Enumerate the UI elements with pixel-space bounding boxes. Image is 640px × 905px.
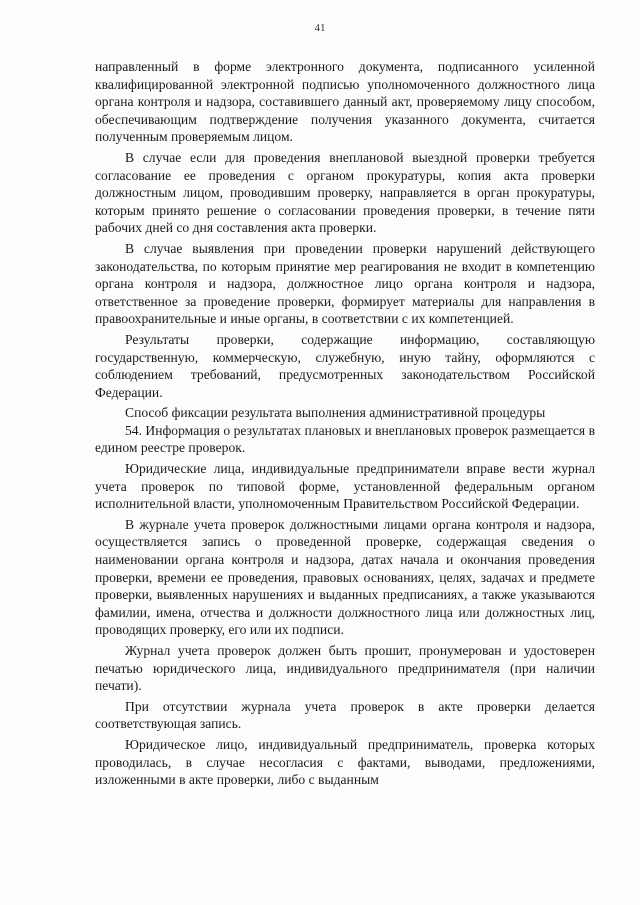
page-number: 41 [314,22,326,34]
paragraph-journal-stitched: Журнал учета проверок должен быть прошит, пронумерован и удостоверен печатью юридического лица, индивидуального предпринимателя (при наличии печати). [95,643,595,694]
paragraph-journal-absent: При отсутствии журнала учета проверок в акте проверки делается соответствующая запись. [95,698,595,732]
paragraph-prosecutor-approval: В случае если для проведения внеплановой выездной проверки требуется согласование ее проведения с органом прокуратуры, копия акта проверки должностным лицом, проводившим проверку, направляется в орган прокуратуры, которым принято решение о согласовании проведения проверки, в течение пяти рабочих дней со дня составления акта проверки. [95,149,595,236]
paragraph-journal-record: В журнале учета проверок должностными лицами органа контроля и надзора, осуществляется запись о проведенной проверке, содержащая сведения о наименовании органа контроля и надзора, датах начала и окончания проведения проверки, времени ее проведения, правовых основаниях, целях, задачах и предмете проверки, выявленных нарушениях и выданных предписаниях, а также указываются фамилии, имена, отчества и должности должностного лица или должностных лиц, проводящих проверку, его или их подписи. [95,516,595,638]
paragraph-continuation: направленный в форме электронного документа, подписанного усиленной квалифицированной электронной подписью уполномоченного должностного лица органа контроля и надзора, составившего данный акт, проверяемому лицу способом, обеспечивающим подтверждение получения указанного документа, считается полученным проверяемым лицом. [95,59,595,145]
paragraph-disagreement: Юридическое лицо, индивидуальный предприниматель, проверка которых проводилась, в случае несогласия с фактами, выводами, предложениями, изложенными в акте проверки, либо с выданным [95,736,595,788]
paragraph-fixation-heading: Способ фиксации результата выполнения административной процедуры [125,405,546,421]
document-body [95,58,595,789]
paragraph-54: 54. Информация о результатах плановых и внеплановых проверок размещается в едином реестре проверок. [95,422,595,456]
paragraph-violations: В случае выявления при проведении проверки нарушений действующего законодательства, по которым принятие мер реагирования не входит в компетенцию органа контроля и надзора, должностное лицо органа контроля и надзора, ответственное за проведение проверки, формирует материалы для направления в правоохранительные и иные органы, в соответствии с их компетенцией. [95,240,595,327]
paragraph-secret-info: Результаты проверки, содержащие информацию, составляющую государственную, коммерческую, служебную, иную тайну, оформляются с соблюдением требований, предусмотренных законодательством Российской Федерации. [95,331,595,400]
paragraph-journal-right: Юридические лица, индивидуальные предприниматели вправе вести журнал учета проверок по типовой форме, установленной федеральным органом исполнительной власти, уполномоченным Правительством Российской Федерации. [95,461,595,512]
